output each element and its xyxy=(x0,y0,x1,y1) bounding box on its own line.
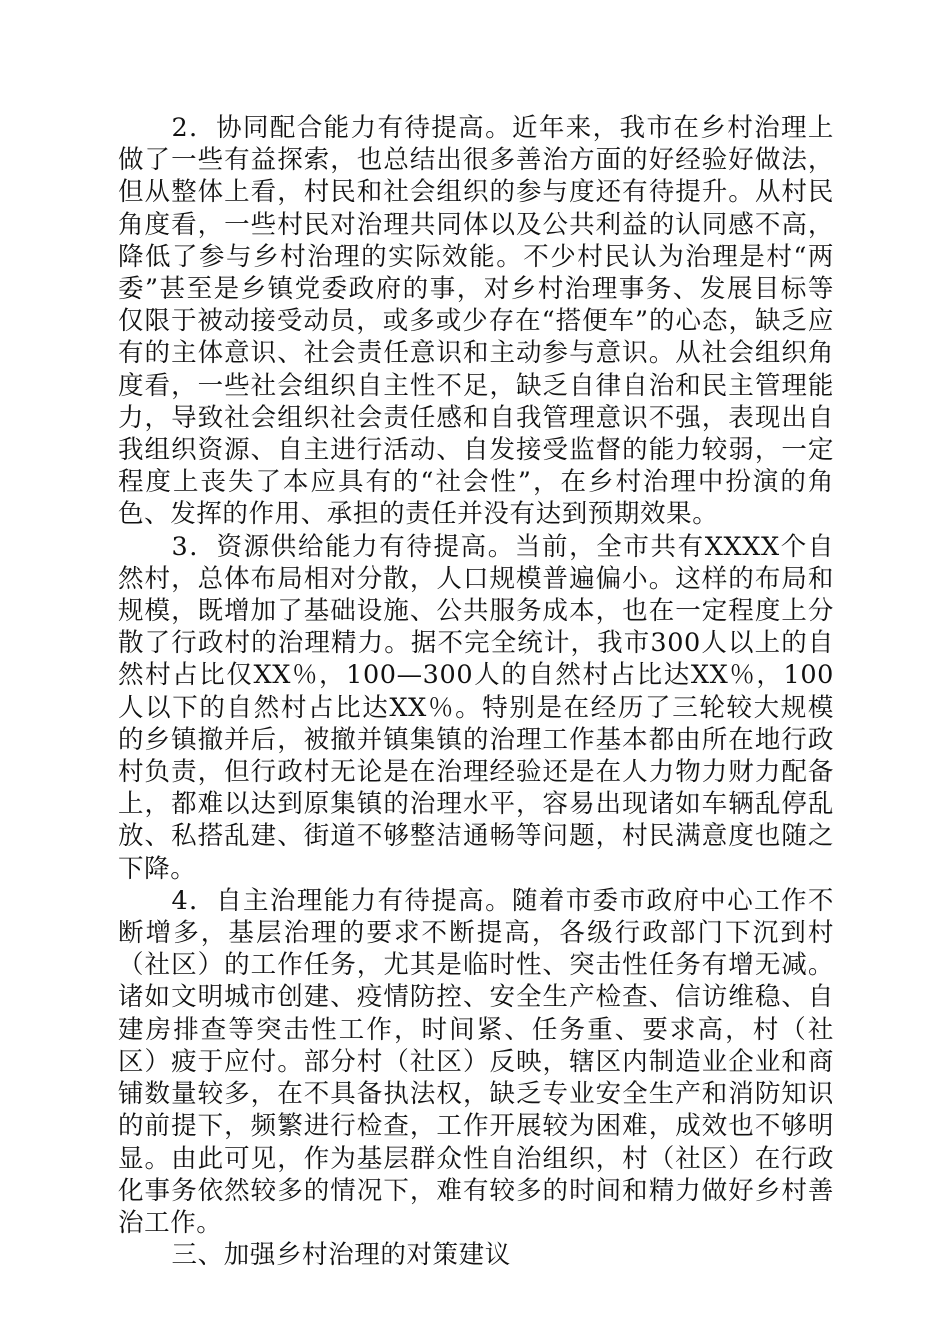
paragraph-coordination: 2．协同配合能力有待提高。近年来，我市在乡村治理上做了一些有益探索，也总结出很多善治方面的好经验好做法，但从整体上看，村民和社会组织的参与度还有待提升。从村民角度看，一些村民对治理共同体以及公共利益的认同感不高，降低了参与乡村治理的实际效能。不少村民认为治理是村“两委”甚至是乡镇党委政府的事，对乡村治理事务、发展目标等仅限于被动接受动员，或多或少存在“搭便车”的心态，缺乏应有的主体意识、社会责任意识和主动参与意识。从社会组织角度看，一些社会组织自主性不足，缺乏自律自治和民主管理能力，导致社会组织社会责任感和自我管理意识不强，表现出自我组织资源、自主进行活动、自发接受监督的能力较弱，一定程度上丧失了本应具有的“社会性”，在乡村治理中扮演的角色、发挥的作用、承担的责任并没有达到预期效果。 xyxy=(118,113,834,530)
section-heading: 三、加强乡村治理的对策建议 xyxy=(171,1240,511,1271)
paragraph-self-governance: 4．自主治理能力有待提高。随着市委市政府中心工作不断增多，基层治理的要求不断提高，各级行政部门下沉到村（社区）的工作任务，尤其是临时性、突击性任务有增无减。诸如文明城市创建、疫情防控、安全生产检查、信访维稳、自建房排查等突击性工作，时间紧、任务重、要求高，村（社区）疲于应付。部分村（社区）反映，辖区内制造业企业和商铺数量较多，在不具备执法权，缺乏专业安全生产和消防知识的前提下，频繁进行检查，工作开展较为困难，成效也不够明显。由此可见，作为基层群众性自治组织，村（社区）在行政化事务依然较多的情况下，难有较多的时间和精力做好乡村善治工作。 xyxy=(118,885,834,1238)
paragraph-resource-supply: 3．资源供给能力有待提高。当前，全市共有XXXX个自然村，总体布局相对分散，人口规模普遍偏小。这样的布局和规模，既增加了基础设施、公共服务成本，也在一定程度上分散了行政村的治理精力。据不完全统计，我市300人以上的自然村占比仅XX％，100—300人的自然村占比达XX％，100人以下的自然村占比达XX％。特别是在经历了三轮较大规模的乡镇撤并后，被撤并镇集镇的治理工作基本都由所在地行政村负责，但行政村无论是在治理经验还是在人力物力财力配备上，都难以达到原集镇的治理水平，容易出现诸如车辆乱停乱放、私搭乱建、街道不够整洁通畅等问题，村民满意度也随之下降。 xyxy=(118,531,834,884)
document-page xyxy=(118,112,834,1271)
